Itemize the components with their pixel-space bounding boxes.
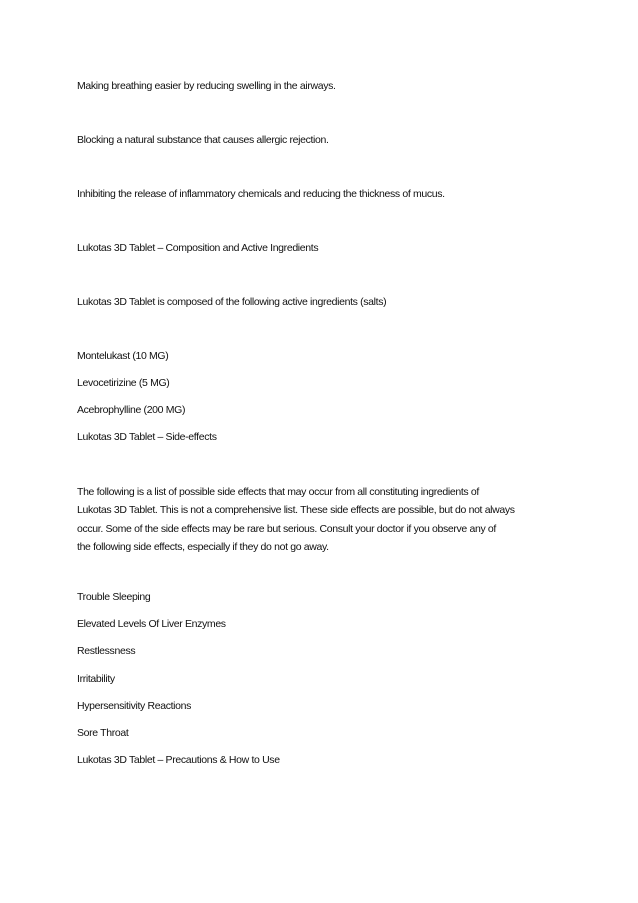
side-effects-paragraph-line: the following side effects, especially if they do not go away. bbox=[77, 540, 329, 553]
ingredient-acebrophylline: Acebrophylline (200 MG) bbox=[77, 404, 186, 416]
side-effect-hypersensitivity: Hypersensitivity Reactions bbox=[77, 700, 192, 712]
ingredient-levocetirizine: Levocetirizine (5 MG) bbox=[77, 377, 170, 389]
side-effects-paragraph-line: Lukotas 3D Tablet. This is not a comprehensive list. These side effects are possible, but do not always bbox=[77, 504, 515, 517]
side-effect-restlessness: Restlessness bbox=[77, 645, 136, 657]
side-effects-paragraph-line: The following is a list of possible side effects that may occur from all constituting ingredients of bbox=[77, 486, 479, 498]
composition-heading: Lukotas 3D Tablet – Composition and Active Ingredients bbox=[77, 242, 319, 254]
side-effects-heading: Lukotas 3D Tablet – Side-effects bbox=[77, 431, 217, 443]
side-effect-sore-throat: Sore Throat bbox=[77, 727, 129, 739]
composition-intro-text: Lukotas 3D Tablet is composed of the following active ingredients (salts) bbox=[77, 296, 387, 308]
benefit-blocking-text: Blocking a natural substance that causes allergic rejection. bbox=[77, 134, 329, 146]
benefit-inhibiting-text: Inhibiting the release of inflammatory chemicals and reducing the thickness of mucus. bbox=[77, 188, 445, 200]
side-effect-irritability: Irritability bbox=[77, 673, 115, 685]
precautions-heading: Lukotas 3D Tablet – Precautions & How to Use bbox=[77, 754, 280, 766]
benefit-breathing-text: Making breathing easier by reducing swelling in the airways. bbox=[77, 80, 336, 92]
side-effects-paragraph bbox=[77, 483, 567, 556]
side-effects-paragraph-line: occur. Some of the side effects may be rare but serious. Consult your doctor if you observe any of bbox=[77, 522, 496, 535]
side-effect-elevated-liver-enzymes: Elevated Levels Of Liver Enzymes bbox=[77, 618, 226, 630]
ingredient-montelukast: Montelukast (10 MG) bbox=[77, 350, 169, 362]
side-effect-trouble-sleeping: Trouble Sleeping bbox=[77, 591, 151, 603]
